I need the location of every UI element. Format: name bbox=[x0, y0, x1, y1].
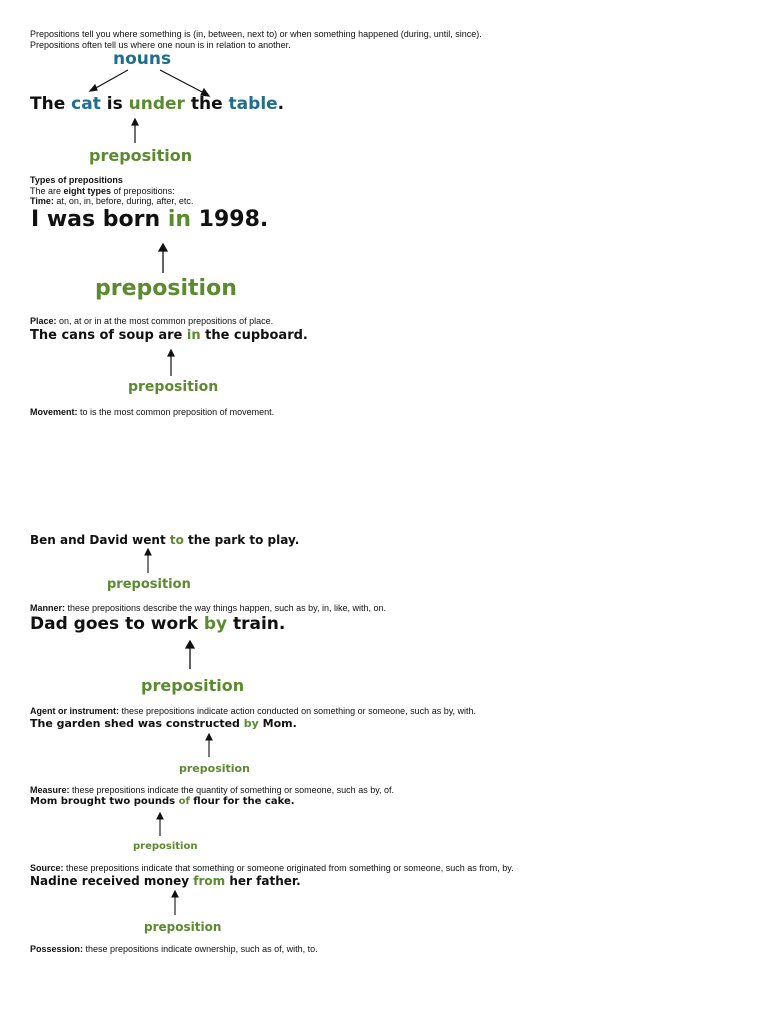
example-sentence-source: Nadine received money from her father. bbox=[30, 874, 301, 888]
intro-line-1: Prepositions tell you where something is (in, between, next to) or when something happened (during, until, since). bbox=[30, 29, 482, 39]
preposition-label-3: preposition bbox=[128, 379, 219, 395]
example-sentence-manner: Dad goes to work by train. bbox=[30, 614, 286, 634]
place-definition: Place: on, at or in at the most common prepositions of place. bbox=[30, 316, 274, 326]
source-definition: Source: these prepositions indicate that something or someone originated from something or someone, such as from, by. bbox=[30, 863, 514, 873]
preposition-by-agent: by bbox=[243, 717, 259, 730]
example-sentence-time: I was born in 1998. bbox=[31, 207, 269, 232]
example-sentence-agent: The garden shed was constructed by Mom. bbox=[30, 717, 297, 730]
preposition-label-2: preposition bbox=[95, 276, 237, 301]
preposition-under: under bbox=[128, 94, 185, 114]
preposition-label-5: preposition bbox=[141, 676, 245, 695]
manner-definition: Manner: these prepositions describe the way things happen, such as by, in, like, with, on. bbox=[30, 603, 387, 613]
nouns-label: nouns bbox=[113, 49, 172, 69]
preposition-to: to bbox=[169, 533, 184, 547]
preposition-by: by bbox=[203, 614, 228, 634]
time-definition: Time: at, on, in, before, during, after, etc. bbox=[30, 196, 194, 206]
example-sentence-place: The cans of soup are in the cupboard. bbox=[30, 328, 308, 343]
preposition-from: from bbox=[193, 874, 226, 888]
preposition-label-6: preposition bbox=[179, 762, 250, 775]
preposition-in-place: in bbox=[186, 328, 201, 343]
preposition-label-8: preposition bbox=[144, 920, 222, 934]
possession-definition: Possession: these prepositions indicate ownership, such as of, with, to. bbox=[30, 944, 318, 954]
example-sentence-movement: Ben and David went to the park to play. bbox=[30, 533, 300, 547]
preposition-label-1: preposition bbox=[89, 146, 193, 165]
measure-definition: Measure: these prepositions indicate the quantity of something or someone, such as by, of. bbox=[30, 785, 395, 795]
intro-line-2: Prepositions often tell us where one noun is in relation to another. bbox=[30, 40, 291, 50]
noun-table: table bbox=[228, 94, 278, 114]
preposition-label-7: preposition bbox=[133, 841, 198, 852]
preposition-label-4: preposition bbox=[107, 577, 191, 592]
preposition-of: of bbox=[178, 796, 190, 807]
preposition-in: in bbox=[167, 207, 192, 232]
types-heading: Types of prepositions bbox=[30, 175, 123, 185]
types-intro: The are eight types of prepositions: bbox=[30, 186, 175, 196]
noun-cat: cat bbox=[71, 94, 101, 114]
example-sentence-nouns: The cat is under the table. bbox=[30, 94, 285, 114]
movement-definition: Movement: to is the most common preposition of movement. bbox=[30, 407, 275, 417]
example-sentence-measure: Mom brought two pounds of flour for the cake. bbox=[30, 796, 295, 807]
agent-definition: Agent or instrument: these prepositions indicate action conducted on something or someone, such as by, with. bbox=[30, 706, 477, 716]
